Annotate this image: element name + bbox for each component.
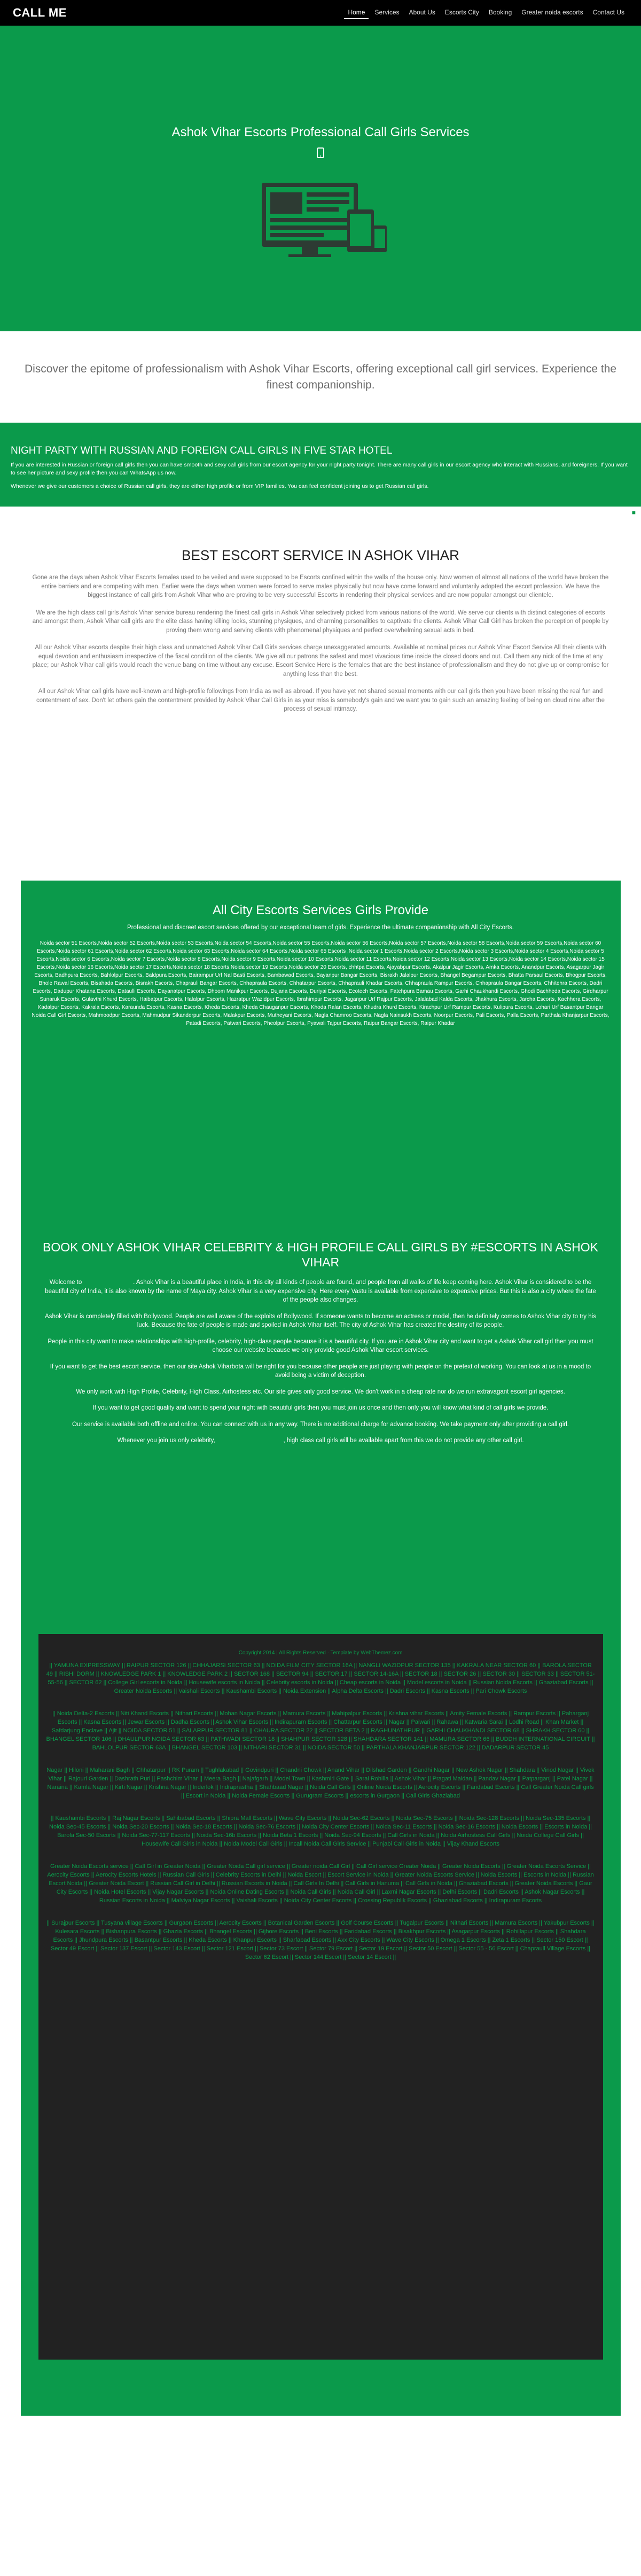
footer-links-block-2[interactable]: || Noida Delta-2 Escorts || Niti Khand Escorts || Nithari Escorts || Mohan Nagar Escorts || Mamura Escorts || Mahipalpur Escorts || Krishna vihar Escorts || Amity Female Escorts || Rampur Escorts || Paharganj Escorts || Kasna Escorts || Jewar Escorts || Dadha Escorts || Ashok Vihar Escorts || Indirapuram Escorts || Chattarpur Escorts || Nagar || Paiwari || Rahawa || Katwaria Sarai || Lodhi Road || Khan Market || Safdarjung Enclave || Ajit || NOIDA SECTOR 51 || SALARPUR SECTOR 81 || CHAURA SECTOR 22 || SECTOR BETA 2 || RAGHUNATHPUR || GARHI CHAUKHANDI SECTOR 68 || SHRAKH SECTOR 60 || BHANGEL SECTOR 106 || DHAULPUR NOIDA SECTOR 63 || PATHWADI SECTOR 18 || SHAHPUR SECTOR 128 || SHAHDARA SECTOR 141 || MAMURA SECTOR 66 || BUDDH INTERNATIONAL CIRCUIT || BAHLOLPUR SECTOR 63A || BHANGEL SECTOR 103 || NITHARI SECTOR 31 || NOIDA SECTOR 50 || PARTHALA KHANJARPUR SECTOR 122 || DADARPUR SECTOR 45 [46,1710,595,1751]
panel-bottom-spacer [21,2360,621,2416]
copyright-text: Copyright 2014 | All Rights Reserved · Template by WebThemez.com [238,1650,403,1656]
best-service-section [0,507,641,881]
footer-links-block-3[interactable]: Nagar || Hiloni || Maharani Bagh || Chhatarpur || RK Puram || Tughlakabad || Govindpuri || Chandni Chowk || Anand Vihar || Dilshad Garden || Gandhi Nagar || New Ashok Nagar || Shahdara || Vinod Nagar || Vivek Vihar || Rajouri Garden || Dashrath Puri || Pashchim Vihar || Meera Bagh || Najafgarh || Model Town || Kashmiri Gate || Sarai Rohilla || Ashok Vihar || Pragati Maidan || Pandav Nagar || Patparganj || Patel Nagar || Naraina || Kamla Nagar || Kirti Nagar || Krishna Nagar || Inderlok || Indraprastha || Shahbaad Nagar || Noida Call Girls || Online Noida Escorts || Aerocity Escorts || Faridabad Escorts || Call Greater Noida Call girls || Escort in Noida || Noida Female Escorts || Gurugram Escorts || escorts in Gurgaon || Call Girls Ghaziabad [46,1767,595,1799]
celebrity-paragraph-6: If you want to get good quality and want to spend your night with beautiful girls then you must join us once and then only you will know what kind of call girls we provide. [92,1405,549,1411]
best-service-paragraph-3: All our Ashok Vihar escorts despite their high class and unmatched Ashok Vihar Call Girls services charge unexaggerated amounts. Available at nominal prices our Ashok Vihar Escort Service All their clients with equal devotion and enthusiasm irrespective of the fiscal condition of the clients. We give all our patrons the safest and most vivacious time inside the closed doors and out. Call them any nick of the time at any place; our Ashok Vihar call girls would reach the venue bang on time without any excuse. Escort Service Here is the females that are the best instance of professionalism and they do not give up or compromise for anything less than the best. [32,644,609,678]
hero-title: Ashok Vihar Escorts Professional Call Girls Services [171,125,470,139]
intro-section [0,331,641,423]
celebrity-paragraph-1 [42,1278,599,1305]
city-escorts-title: All City Escorts Services Girls Provide [212,903,429,917]
scroll-marker-icon: ■ [631,509,636,516]
celebrity-paragraph-3: People in this city want to make relationships with high-profile, celebrity, high-class people because it is a beautiful city. If you are in Ashok Vihar city and want to get a Ashok Vihar call girl then you must choose our website because we only provide good Ashok Vihar escort services. [48,1338,593,1353]
celebrity-paragraph-8 [42,1436,599,1445]
city-escorts-subtitle: Professional and discreet escort services offered by our exceptional team of girls. Experience the ultimate companionship with All City Escorts. [127,924,514,931]
celebrity-p1-start: Welcome to [49,1279,82,1286]
nav-home[interactable]: Home [344,6,369,19]
best-service-paragraph-4: All our Ashok Vihar call girls have well-known and high-profile followings from India as well as abroad. If you have yet not shared sexual moments with our call girls then you have been missing the real fun and contentment of sex. Don't let others gain the contentment provided by Ashok Vihar Call Girls in as your miss is somebody's gain and we want you to gain such an amazing feeling of being on cloud nine after the process of sexual intimacy. [36,688,605,712]
celebrity-paragraph-7: Our service is available both offline and online. You can connect with us in any way. There is no additional charge for advance booking. We take payment only after providing a call girl. [72,1421,569,1428]
night-party-section [0,423,641,507]
city-escorts-section [21,881,621,1223]
top-navbar [0,0,641,26]
celebrity-p8-rest: , high class call girls will be available apart from this we do not provide any other call girl. [283,1437,524,1444]
celebrity-section [21,1223,621,1634]
best-service-paragraph-1: Gone are the days when Ashok Vihar Escorts females used to be veiled and were supposed to be Escorts confined within the walls of the house only. Now women of almost all nations of the world have broken the entire barriers and are competing with men. Earlier were the days when women were forced to serve males physically but now have come forward and voluntarily adopted the escort profession. We have the biggest instance of call girls from Ashok Vihar who are proving to be very successful Escorts in rendering their physical services and are now popular amongst our clientele. [32,574,609,598]
nav-escorts-city[interactable]: Escorts City [444,9,479,16]
celebrity-p1-rest: . Ashok Vihar is a beautiful place in India, in this city all kinds of people are found, and people from all walks of life keep coming here. Ashok Vihar is considered to be the beautiful city of India, it is also known by the name of Maya city. Ashok Vihar is a very expensive city. Here every Vastu is available from expensive to expensive prices. But this is also a city where the fate of the people also changes. [45,1279,596,1303]
best-service-paragraph-2: We are the high class call girls Ashok Vihar service bureau rendering the finest call girls in Ashok Vihar selectively picked from various nations of the world. We serve our clients with distinct categories of escorts and amongst them, Ashok Vihar call girls are the elite class having killing looks, stunning physiques, and charming personalities to captivate the clients. Ashok Vihar Call Girl has broken the perception of people by proving them wrong and serving clients with phenomenal physiques and perfect overwhelming sexual acts in bed. [32,609,609,634]
main-menu [344,6,628,19]
city-escorts-list[interactable]: Noida sector 51 Escorts,Noida sector 52 Escorts,Noida sector 53 Escorts,Noida sector 54 Escorts,Noida sector 55 Escorts,Noida sector 56 Escorts,Noida sector 57 Escorts,Noida sector 58 Escorts,Noida sector 59 Escorts,Noida sector 60 Escorts,Noida sector 61 Escorts,Noida sector 62 Escorts,Noida sector 63 Escorts,Noida sector 64 Escorts,Noida sector 65 Escorts ,Noida sector 1 Escorts,Noida sector 2 Escorts,Noida sector 3 Escorts,Noida sector 4 Escorts,Noida sector 5 Escorts,Noida sector 6 Escorts,Noida sector 7 Escorts,Noida sector 8 Escorts,Noida sector 9 Escorts,Noida sector 10 Escorts,Noida sector 11 Escorts,Noida sector 12 Escorts,Noida sector 13 Escorts,Noida sector 14 Escorts,Noida sector 15 Escorts,Noida sector 16 Escorts,Noida sector 17 Escorts,Noida sector 18 Escorts,Noida sector 19 Escorts,Noida sector 20 Escorts, chhtpa Escorts, Ajayabpur Escorts, Akalpur Jagir Escorts, Amka Escorts, Anandpur Escorts, Asagarpur Jagir Escorts, Badhpura Escorts, Bahlolpur Escorts, Baldpura Escorts, Bairampur Urf Nal Basti Escorts, Bambawad Escorts, Bayanpur Bangar Escorts, Bisrakh Jalalpur Escorts, Bhangel Begampur Escorts, Bhatta Parsaul Escorts, Bhogpur Escorts, Bhole Rawal Escorts, Bisahada Escorts, Bisrakh Escorts, Chaprauli Bangar Escorts, Chhapraula Escorts, Chhatarpur Escorts, Chhaprauli Khadar Escorts, Chhapraula Rampur Escorts, Chhapraula Bangar Escorts, Chhitehra Escorts, Dadri Escorts, Dadupur Khatana Escorts, Dataulli Escorts, Dayanatpur Escorts, Dhoom Manikpur Escorts, Dujana Escorts, Duriyai Escorts, Ecotech Escorts, Fatehpura Bamau Escorts, Garhi Chaukhandi Escorts, Ghodi Bachheda Escorts, Girdharpur Sunaruk Escorts, Gulavthi Khurd Escorts, Haibatpur Escorts, Halalpur Escorts, Hazratpur Wazidpur Escorts, Ibrahimpur Escorts, Jaganpur Urf Rajpur Escorts, Jalalabad Kalda Escorts, Jhakhura Escorts, Jarcha Escorts, Kachhera Escorts, Kadalpur Escorts, Kakrala Escorts, Karaunda Escorts, Kasna Escorts, Kheda Escorts, Kheda Chauganpur Escorts, Khoda Ralan Escorts, Khudra Khurd Escorts, Kirachpur Urf Rampur Escorts, Kulipura Escorts, Lohari Urf Basantpur Bangar Noida Call Girl Escorts, Mahmoodpur Escorts, Mahmudpur Sikanderpur Escorts, Malakpur Escorts, Mutheyani Escorts, Nagla Chamroo Escorts, Nagla Nainsukh Escorts, Noorpur Escorts, Pali Escorts, Palla Escorts, Parthala Khanjarpur Escorts, Patadi Escorts, Patwari Escorts, Pheolpur Escorts, Pyawali Tajpur Escorts, Raipur Bangar Escorts, Raipur Khadar [32,940,609,1026]
brand-logo[interactable]: CALL ME [13,6,67,19]
celebrity-title: BOOK ONLY ASHOK VIHAR CELEBRITY & HIGH PROFILE CALL GIRLS BY #ESCORTS IN ASHOK VIHAR [42,1240,599,1269]
green-content-panel [21,881,621,2416]
celebrity-paragraph-2: Ashok Vihar is completely filled with Bollywood. People are well aware of the exploits of Bollywood. If someone wants to become an actress or model, then he definitely comes to Ashok Vihar city to try his luck. Because the fate of people is made and spoiled in Ashok Vihar itself. The city of Ashok Vihar has created the destiny of its people. [45,1313,596,1328]
footer-links-box [38,1634,603,2360]
hero-section [0,26,641,331]
nav-about-us[interactable]: About Us [409,9,435,16]
celebrity-p8-start: Whenever you join us only celebrity, [117,1437,215,1444]
night-party-paragraph-1: If you are interested in Russian or foreign call girls then you can have smooth and sexy call girls from our escort agency for your night party tonight. There are many call girls in our escort agency who interact with Russians, and foreigners. If you want to see her picture and sexy profile then you can WhatsApp us now. [11,462,628,476]
footer-links-block-6[interactable]: || Surajpur Escorts || Tusyana village Escorts || Gurgaon Escorts || Aerocity Escorts || Botanical Garden Escorts || Golf Course Escorts || Tugalpur Escorts || Nithari Escorts || Mamura Escorts || Yakubpur Escorts || Kulesara Escorts || Bishanpura Escorts || Ghazia Escorts || Bhangel Escorts || Gijhore Escorts || Beni Escorts || Faridabad Escorts || Bisakhpur Escorts || Asagarpur Escorts || Rohillapur Escorts || Shahdara Escorts || Jhundpura Escorts || Basantpur Escorts || Kheda Escorts || Khanpur Escorts || Sharfabad Escorts || Axx City Escorts || Wave City Escorts || Omega 1 Escorts || Zeta 1 Escorts || Sector 150 Escort || Sector 49 Escort || Sector 137 Escort || Sector 143 Escort || Sector 121 Escort || Sector 73 Escort || Sector 79 Escort || Sector 19 Escort || Sector 50 Escort || Sector 55 - 56 Escort || Chapraull Village Escorts || Sector 62 Escort || Sector 144 Escort || Sector 14 Escort || [46,1920,595,1960]
nav-contact-us[interactable]: Contact Us [592,9,624,16]
nav-booking[interactable]: Booking [488,9,512,16]
devices-illustration [251,172,390,268]
footer-links-block-1[interactable]: || YAMUNA EXPRESSWAY || RAIPUR SECTOR 126 || CHHAJARSI SECTOR 63 || NOIDA FILM CITY SECTOR 16A || NANGLI WAZIDPUR SECTOR 135 || KAKRALA NEAR SECTOR 60 || BAROLA SECTOR 49 || RISHI DORM || KNOWLEDGE PARK 1 || KNOWLEDGE PARK 2 || SECTOR 168 || SECTOR 94 || SECTOR 17 || SECTOR 14-16A || SECTOR 18 || SECTOR 26 || SECTOR 30 || SECTOR 33 || SECTOR 51-55-56 || SECTOR 62 || College Girl escorts in Noida || Housewife escorts in Noida || Celebrity escorts in Noida || Cheap escorts in Noida || Model escorts in Noida || Russian Noida Escorts || Ghaziabad Escorts || Greater Noida Escorts || Vaishali Escorts || Kaushambi Escorts || Noida Extension || Alpha Delta Escorts || Dadri Escorts || Kasna Escorts || Pari Chowk Escorts [46,1662,595,1694]
nav-greater-noida[interactable]: Greater noida escorts [521,9,583,16]
footer-links-block-5[interactable]: Greater Noida Escorts service || Call Girl in Greater Noida || Greater Noida Call girl service || Greater noida Call Girl || Call Girl service Greater Noida || Greater Noida Escorts || Greater Noida Escorts Service || Aerocity Escorts || Aerocity Escorts Hotels || Russian Call Girls || Celebrity Escorts in Delhi || Noida Escort || Escort Service in Noida || Greater Noida Escorts Service || Noida Escorts || Escorts in Noida || Russian Escort Noida || Greater Noida Escort || Russian Call Girl in Delhi || Russian Escorts in Noida || Call Girls In Delhi || Call Girls in Hanuma || Call Girls in Noida || Ghaziabad Escorts || Greater Noida Escorts || Gaur City Escorts || Noida Hotel Escorts || Vijay Nagar Escorts || Noida Online Dating Escorts || Noida Call Girls || Noida Call Girl || Laxmi Nagar Escorts || Delhi Escorts || Dadri Escorts || Ashok Nagar Escorts || Russian Escorts in Noida || Malviya Nagar Escorts || Vaishali Escorts || Noida City Center Escorts || Crossing Republik Escorts || Ghaziabad Escorts || Indirapuram Escorts [47,1863,594,1904]
celebrity-paragraph-5: We only work with High Profile, Celebrity, High Class, Airhostess etc. Our site gives only good service. We don't work in a cheap rate nor do we run extravagant escort girl agencies. [76,1388,565,1395]
footer-links-block-4[interactable]: || Kaushambi Escorts || Raj Nagar Escorts || Sahibabad Escorts || Shipra Mall Escorts || Wave City Escorts || Noida Sec-62 Escorts || Noida Sec-75 Escorts || Noida Sec-128 Escorts || Noida Sec-135 Escorts || Noida Sec-45 Escorts || Noida Sec-20 Escorts || Noida Sec-18 Escorts || Noida Sec-76 Escorts || Noida City Center Escorts || Noida Sec-11 Escorts || Noida Sec-16 Escorts || Noida Escorts || Escorts in Noida || Barola Sec-50 Escorts || Noida Sec-77-117 Escorts || Noida Sec-16b Escorts || Noida Beta 1 Escorts || Noida Sec-94 Escorts || Call Girls in Noida || Noida Airhostess Call Girls || Noida College Call Girls || Housewife Call Girls in Noida || Noida Model Call Girls || Incall Noida Call Girls Service || Punjabi Call Girls in Noida || Vijay Khand Escorts [49,1815,592,1847]
intro-text: Discover the epitome of professionalism with Ashok Vihar Escorts, offering exceptional call girl services. Experience the finest companionship. [24,362,617,391]
nav-services[interactable]: Services [374,9,400,16]
night-party-title: NIGHT PARTY WITH RUSSIAN AND FOREIGN CALL GIRLS IN FIVE STAR HOTEL [11,445,393,456]
mobile-icon [317,147,324,161]
night-party-paragraph-2: Whenever we give our customers a choice of Russian call girls, they are either high profile or from VIP families. You can feel confident joining us to get Russian call girls. [11,483,429,489]
celebrity-paragraph-4: If you want to get the best escort service, then our site Ashok Viharbota will be right for you because other people are just playing with people on the pretext of working. You can look at us in a mood to avoid being a victim of deception. [50,1363,591,1379]
best-service-title: BEST ESCORT SERVICE IN ASHOK VIHAR [182,547,459,563]
